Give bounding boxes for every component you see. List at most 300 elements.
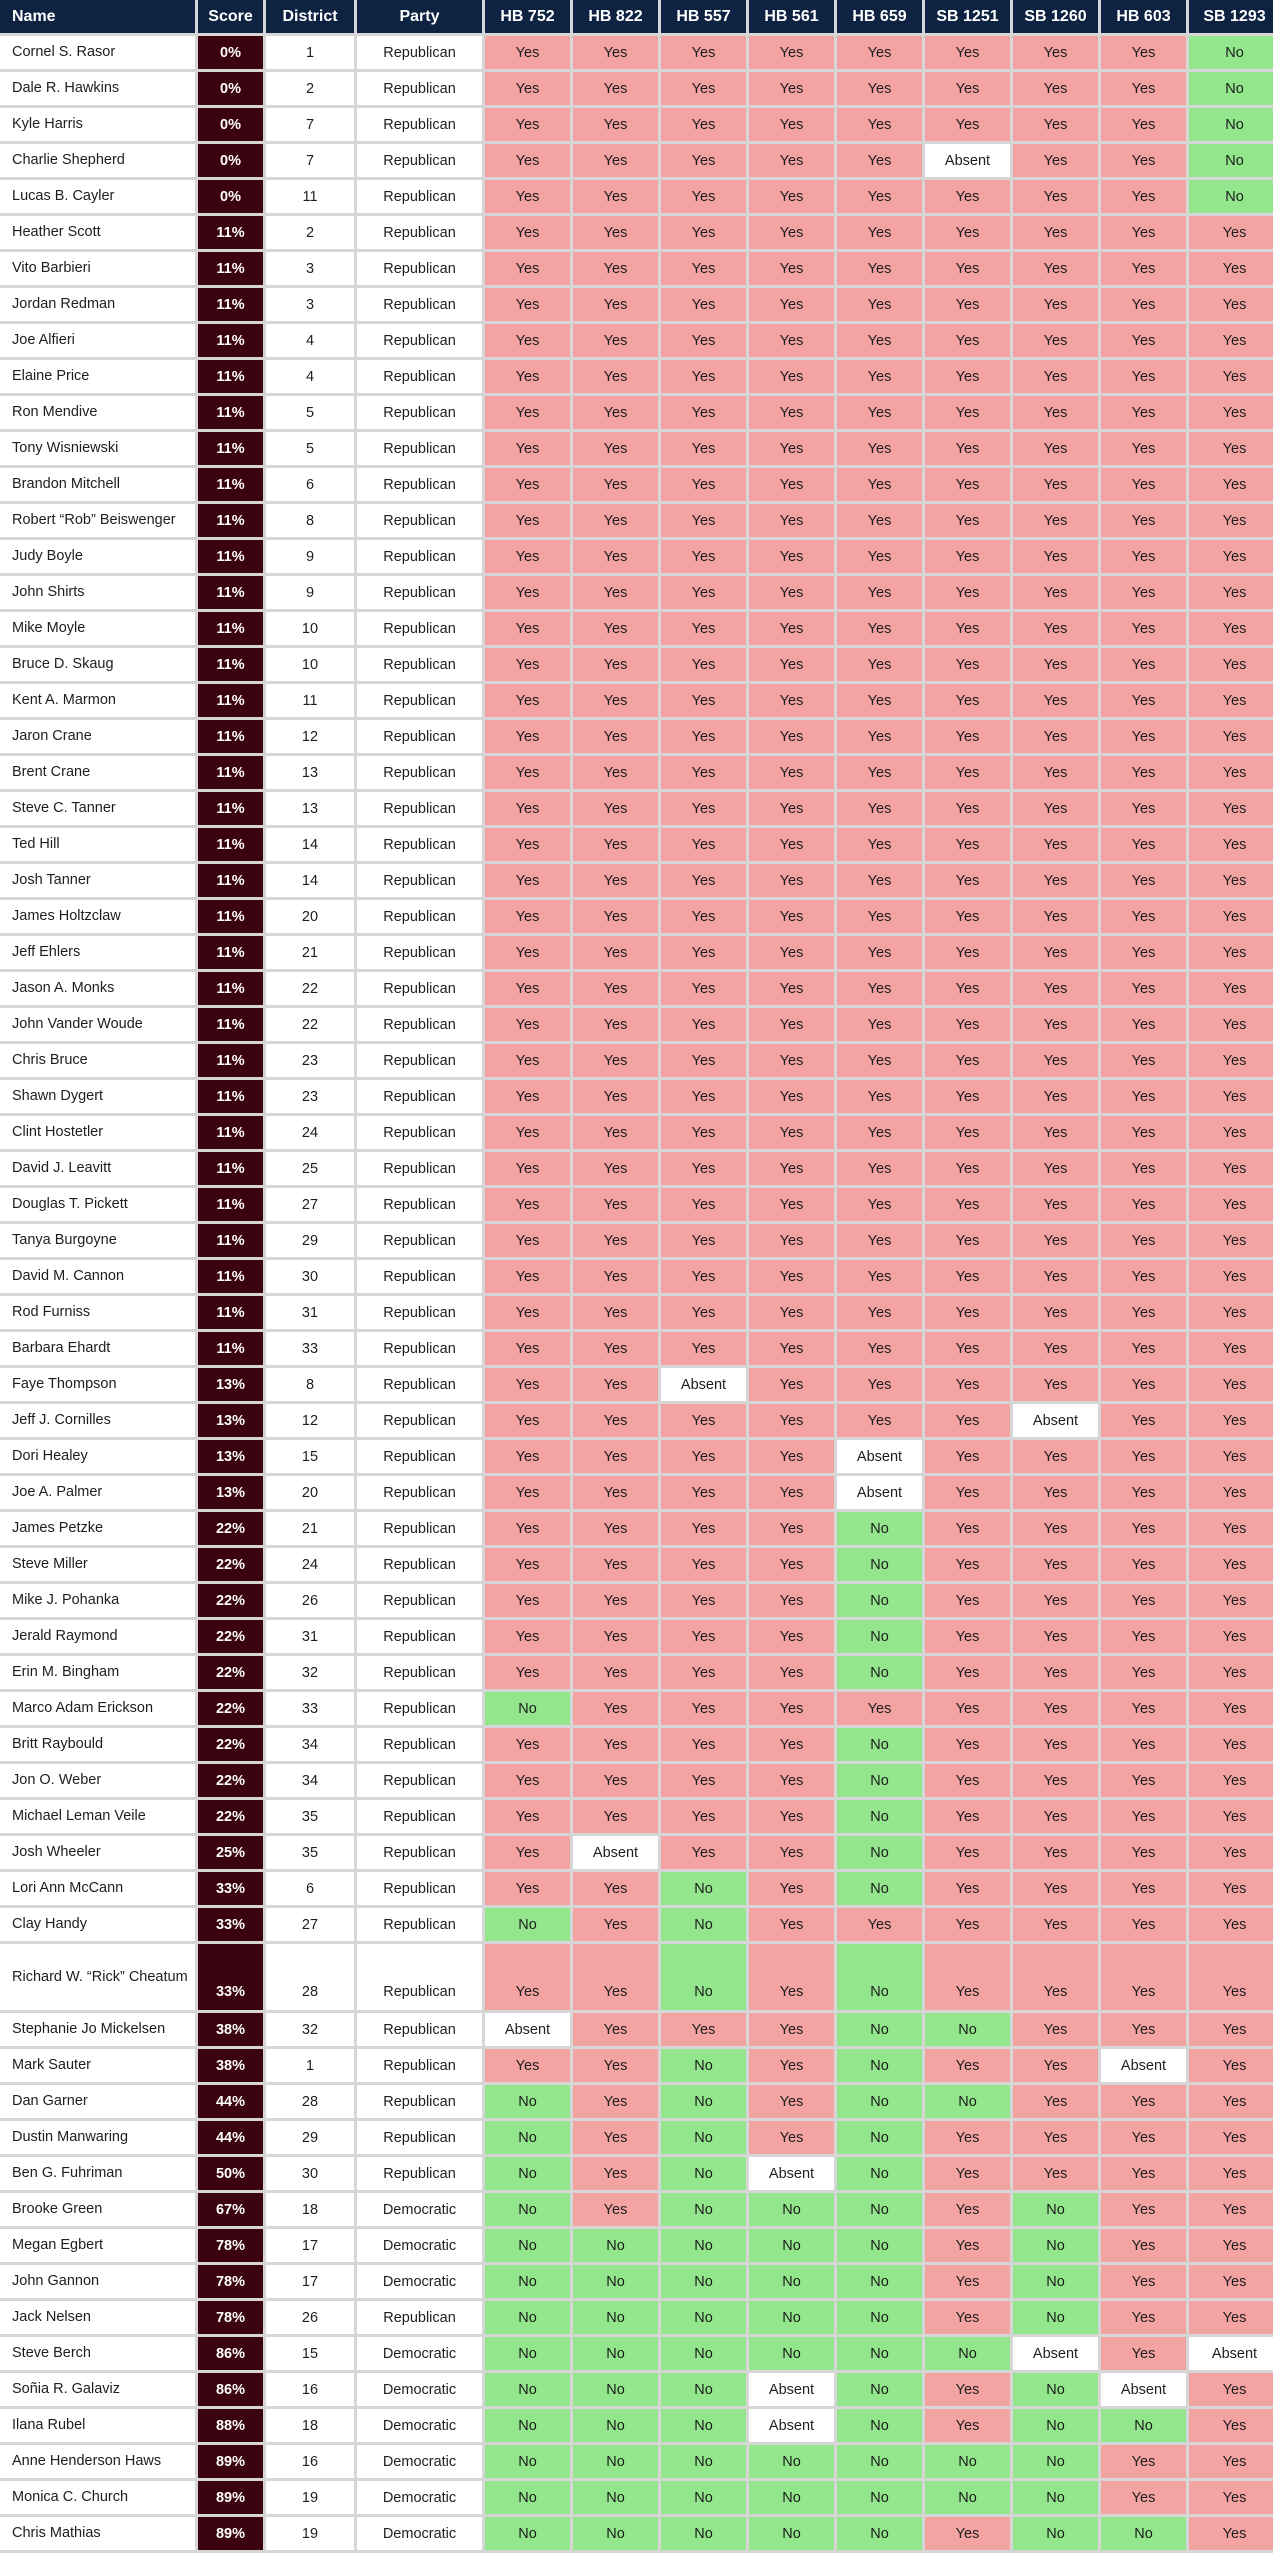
vote-cell: Yes <box>749 720 837 756</box>
vote-cell: Yes <box>1101 1188 1189 1224</box>
vote-cell: Yes <box>661 432 749 468</box>
vote-cell: Yes <box>1101 1368 1189 1404</box>
vote-cell: Yes <box>573 1656 661 1692</box>
vote-cell: Yes <box>749 936 837 972</box>
vote-cell: Yes <box>1101 864 1189 900</box>
vote-cell: Yes <box>1101 576 1189 612</box>
table-row <box>0 1188 1273 1224</box>
vote-cell: Yes <box>485 1476 573 1512</box>
vote-cell: Yes <box>749 72 837 108</box>
vote-cell: Yes <box>1013 900 1101 936</box>
vote-cell: Yes <box>749 1260 837 1296</box>
vote-cell: Yes <box>485 468 573 504</box>
vote-cell: Yes <box>1189 2193 1273 2229</box>
vote-cell: Yes <box>1101 2157 1189 2193</box>
vote-cell: Yes <box>925 2517 1013 2553</box>
vote-cell: Yes <box>573 108 661 144</box>
vote-cell: Yes <box>1189 1476 1273 1512</box>
legislator-name: Faye Thompson <box>0 1368 198 1404</box>
vote-cell: Yes <box>837 504 925 540</box>
vote-cell: Yes <box>485 648 573 684</box>
district-cell: 34 <box>266 1764 357 1800</box>
legislator-name: Josh Wheeler <box>0 1836 198 1872</box>
vote-cell: Yes <box>1101 2445 1189 2481</box>
vote-cell: Yes <box>1013 972 1101 1008</box>
party-cell: Democratic <box>357 2409 485 2445</box>
vote-cell: No <box>837 2373 925 2409</box>
table-row <box>0 1224 1273 1260</box>
party-cell: Republican <box>357 144 485 180</box>
vote-cell: Yes <box>749 144 837 180</box>
legislator-name: Marco Adam Erickson <box>0 1692 198 1728</box>
vote-cell: Yes <box>1101 1152 1189 1188</box>
party-cell: Republican <box>357 324 485 360</box>
vote-cell: Yes <box>1189 1836 1273 1872</box>
vote-cell: No <box>837 1620 925 1656</box>
legislator-name: Chris Mathias <box>0 2517 198 2553</box>
vote-cell: No <box>573 2229 661 2265</box>
vote-cell: Yes <box>661 1764 749 1800</box>
party-cell: Republican <box>357 1152 485 1188</box>
legislator-name: Kyle Harris <box>0 108 198 144</box>
district-cell: 3 <box>266 288 357 324</box>
vote-cell: No <box>837 2193 925 2229</box>
district-cell: 26 <box>266 1584 357 1620</box>
vote-cell: Yes <box>661 900 749 936</box>
score-cell: 25% <box>198 1836 266 1872</box>
vote-cell: Yes <box>485 864 573 900</box>
vote-cell: Absent <box>749 2157 837 2193</box>
table-row <box>0 2517 1273 2553</box>
vote-cell: Yes <box>925 1548 1013 1584</box>
vote-cell: Yes <box>1013 756 1101 792</box>
party-cell: Republican <box>357 1728 485 1764</box>
vote-cell: Yes <box>749 504 837 540</box>
vote-cell: Yes <box>925 1044 1013 1080</box>
district-cell: 24 <box>266 1548 357 1584</box>
legislator-name: Josh Tanner <box>0 864 198 900</box>
column-header-hb-659[interactable]: HB 659 <box>837 0 925 36</box>
vote-cell: Yes <box>925 900 1013 936</box>
vote-cell: Yes <box>1189 540 1273 576</box>
vote-cell: Yes <box>661 828 749 864</box>
vote-cell: Yes <box>485 1548 573 1584</box>
vote-cell: Yes <box>749 1728 837 1764</box>
score-cell: 11% <box>198 396 266 432</box>
vote-cell: Yes <box>1013 1188 1101 1224</box>
district-cell: 15 <box>266 1440 357 1476</box>
vote-cell: Yes <box>661 1008 749 1044</box>
score-cell: 11% <box>198 1332 266 1368</box>
vote-cell: Yes <box>1189 2265 1273 2301</box>
table-row <box>0 1584 1273 1620</box>
score-cell: 11% <box>198 540 266 576</box>
district-cell: 20 <box>266 900 357 936</box>
legislator-name: Tony Wisniewski <box>0 432 198 468</box>
vote-cell: Yes <box>485 144 573 180</box>
party-cell: Republican <box>357 360 485 396</box>
vote-cell: Yes <box>1013 2013 1101 2049</box>
vote-cell: No <box>1189 108 1273 144</box>
column-header-hb-822[interactable]: HB 822 <box>573 0 661 36</box>
vote-cell: Yes <box>573 864 661 900</box>
party-cell: Democratic <box>357 2265 485 2301</box>
vote-cell: Yes <box>749 1008 837 1044</box>
score-cell: 0% <box>198 144 266 180</box>
vote-cell: Yes <box>485 1620 573 1656</box>
table-row <box>0 540 1273 576</box>
table-row <box>0 324 1273 360</box>
vote-cell: Yes <box>749 1296 837 1332</box>
score-cell: 11% <box>198 1116 266 1152</box>
vote-cell: Yes <box>1101 612 1189 648</box>
vote-cell: Yes <box>485 1404 573 1440</box>
vote-cell: No <box>837 2265 925 2301</box>
vote-cell: No <box>661 2229 749 2265</box>
vote-cell: No <box>1013 2301 1101 2337</box>
vote-cell: Yes <box>1101 1116 1189 1152</box>
vote-cell: Yes <box>837 144 925 180</box>
vote-cell: No <box>1013 2373 1101 2409</box>
party-cell: Democratic <box>357 2229 485 2265</box>
party-cell: Republican <box>357 1368 485 1404</box>
vote-cell: No <box>837 2445 925 2481</box>
legislator-name: Kent A. Marmon <box>0 684 198 720</box>
table-row <box>0 1656 1273 1692</box>
column-header-party[interactable]: Party <box>357 0 485 36</box>
score-cell: 50% <box>198 2157 266 2193</box>
party-cell: Republican <box>357 1404 485 1440</box>
district-cell: 16 <box>266 2445 357 2481</box>
score-cell: 89% <box>198 2481 266 2517</box>
party-cell: Republican <box>357 216 485 252</box>
vote-cell: No <box>837 1800 925 1836</box>
vote-cell: Absent <box>749 2373 837 2409</box>
vote-cell: Yes <box>661 1116 749 1152</box>
vote-cell: No <box>573 2301 661 2337</box>
party-cell: Republican <box>357 1764 485 1800</box>
vote-cell: Yes <box>1013 396 1101 432</box>
vote-cell: Yes <box>1101 216 1189 252</box>
vote-cell: Yes <box>1189 1368 1273 1404</box>
vote-cell: Yes <box>1189 684 1273 720</box>
party-cell: Republican <box>357 1548 485 1584</box>
vote-cell: Yes <box>573 2121 661 2157</box>
vote-cell: Yes <box>1101 2013 1189 2049</box>
vote-cell: Yes <box>1013 2085 1101 2121</box>
district-cell: 19 <box>266 2517 357 2553</box>
vote-cell: No <box>573 2373 661 2409</box>
vote-cell: Yes <box>749 1224 837 1260</box>
vote-cell: Yes <box>749 2013 837 2049</box>
legislator-name: Clint Hostetler <box>0 1116 198 1152</box>
score-cell: 67% <box>198 2193 266 2229</box>
party-cell: Republican <box>357 72 485 108</box>
vote-cell: Yes <box>1189 1044 1273 1080</box>
vote-cell: Yes <box>925 2265 1013 2301</box>
vote-cell: Yes <box>837 36 925 72</box>
vote-cell: Yes <box>925 1692 1013 1728</box>
vote-cell: Yes <box>573 972 661 1008</box>
vote-cell: Yes <box>925 2373 1013 2409</box>
score-cell: 11% <box>198 900 266 936</box>
district-cell: 34 <box>266 1728 357 1764</box>
column-header-district[interactable]: District <box>266 0 357 36</box>
vote-cell: Yes <box>749 648 837 684</box>
table-row <box>0 1440 1273 1476</box>
table-row <box>0 360 1273 396</box>
vote-cell: Absent <box>573 1836 661 1872</box>
vote-cell: Yes <box>925 1152 1013 1188</box>
vote-cell: Yes <box>1101 360 1189 396</box>
vote-cell: No <box>485 2445 573 2481</box>
vote-cell: Yes <box>1101 1404 1189 1440</box>
district-cell: 5 <box>266 432 357 468</box>
column-header-name[interactable]: Name <box>0 0 198 36</box>
column-header-sb-1260[interactable]: SB 1260 <box>1013 0 1101 36</box>
score-cell: 11% <box>198 684 266 720</box>
vote-cell: Yes <box>1101 1800 1189 1836</box>
vote-cell: Yes <box>573 36 661 72</box>
score-cell: 11% <box>198 324 266 360</box>
district-cell: 3 <box>266 252 357 288</box>
vote-cell: Yes <box>1013 1620 1101 1656</box>
score-cell: 11% <box>198 432 266 468</box>
vote-cell: Yes <box>573 936 661 972</box>
party-cell: Democratic <box>357 2373 485 2409</box>
vote-cell: Yes <box>749 36 837 72</box>
vote-cell: Yes <box>485 1224 573 1260</box>
vote-cell: Yes <box>573 144 661 180</box>
vote-cell: Yes <box>485 252 573 288</box>
legislator-name: Bruce D. Skaug <box>0 648 198 684</box>
vote-cell: No <box>925 2445 1013 2481</box>
vote-cell: Yes <box>573 1224 661 1260</box>
vote-cell: Yes <box>925 72 1013 108</box>
vote-cell: Yes <box>573 1368 661 1404</box>
column-header-sb-1251[interactable]: SB 1251 <box>925 0 1013 36</box>
vote-cell: Yes <box>485 936 573 972</box>
score-cell: 86% <box>198 2337 266 2373</box>
vote-cell: Yes <box>837 180 925 216</box>
vote-cell: Yes <box>925 1224 1013 1260</box>
score-cell: 0% <box>198 72 266 108</box>
vote-cell: Yes <box>925 432 1013 468</box>
vote-cell: Yes <box>485 576 573 612</box>
vote-cell: Yes <box>925 864 1013 900</box>
vote-cell: Yes <box>925 1908 1013 1944</box>
vote-cell: Yes <box>925 396 1013 432</box>
score-cell: 13% <box>198 1440 266 1476</box>
vote-cell: Yes <box>749 2049 837 2085</box>
vote-cell: Yes <box>485 432 573 468</box>
vote-cell: Yes <box>1013 2121 1101 2157</box>
vote-cell: Yes <box>749 576 837 612</box>
district-cell: 13 <box>266 756 357 792</box>
vote-cell: No <box>1013 2445 1101 2481</box>
vote-cell: Yes <box>1189 1080 1273 1116</box>
column-header-hb-561[interactable]: HB 561 <box>749 0 837 36</box>
vote-cell: No <box>837 1512 925 1548</box>
vote-cell: No <box>661 1872 749 1908</box>
party-cell: Republican <box>357 684 485 720</box>
party-cell: Republican <box>357 2157 485 2193</box>
vote-cell: Yes <box>1013 1548 1101 1584</box>
vote-cell: Absent <box>925 144 1013 180</box>
vote-cell: No <box>1013 2409 1101 2445</box>
vote-cell: Yes <box>573 2193 661 2229</box>
vote-cell: Yes <box>925 2049 1013 2085</box>
vote-cell: Yes <box>837 648 925 684</box>
score-cell: 11% <box>198 612 266 648</box>
column-header-hb-557[interactable]: HB 557 <box>661 0 749 36</box>
district-cell: 2 <box>266 72 357 108</box>
score-cell: 22% <box>198 1764 266 1800</box>
legislator-name: Britt Raybould <box>0 1728 198 1764</box>
vote-cell: Absent <box>1101 2373 1189 2409</box>
vote-cell: Yes <box>1189 2157 1273 2193</box>
legislator-name: Ron Mendive <box>0 396 198 432</box>
vote-cell: Yes <box>837 612 925 648</box>
vote-cell: Yes <box>1189 1908 1273 1944</box>
vote-cell: Yes <box>1101 972 1189 1008</box>
vote-cell: Yes <box>925 1368 1013 1404</box>
vote-cell: Yes <box>925 2157 1013 2193</box>
vote-cell: Yes <box>661 1440 749 1476</box>
vote-cell: No <box>1189 144 1273 180</box>
vote-cell: No <box>661 2301 749 2337</box>
vote-cell: Yes <box>749 1872 837 1908</box>
vote-cell: Yes <box>925 576 1013 612</box>
vote-cell: Yes <box>837 576 925 612</box>
party-cell: Republican <box>357 900 485 936</box>
vote-cell: Yes <box>1101 792 1189 828</box>
legislator-name: James Holtzclaw <box>0 900 198 936</box>
district-cell: 9 <box>266 576 357 612</box>
table-row <box>0 648 1273 684</box>
party-cell: Republican <box>357 1008 485 1044</box>
party-cell: Republican <box>357 936 485 972</box>
table-row <box>0 936 1273 972</box>
vote-cell: No <box>661 2337 749 2373</box>
legislator-name: Judy Boyle <box>0 540 198 576</box>
vote-cell: Yes <box>661 1260 749 1296</box>
vote-cell: No <box>837 2157 925 2193</box>
column-header-score[interactable]: Score <box>198 0 266 36</box>
vote-cell: Yes <box>1189 2409 1273 2445</box>
vote-cell: Yes <box>837 1116 925 1152</box>
legislator-name: Michael Leman Veile <box>0 1800 198 1836</box>
vote-cell: Yes <box>1189 1872 1273 1908</box>
vote-cell: Yes <box>573 1584 661 1620</box>
vote-cell: Yes <box>925 828 1013 864</box>
legislator-name: Joe Alfieri <box>0 324 198 360</box>
legislator-name: Shawn Dygert <box>0 1080 198 1116</box>
table-row <box>0 864 1273 900</box>
vote-cell: Yes <box>925 1764 1013 1800</box>
score-cell: 88% <box>198 2409 266 2445</box>
party-cell: Republican <box>357 1656 485 1692</box>
table-row <box>0 720 1273 756</box>
vote-cell: Yes <box>661 1476 749 1512</box>
party-cell: Democratic <box>357 2517 485 2553</box>
table-row <box>0 2265 1273 2301</box>
party-cell: Republican <box>357 180 485 216</box>
district-cell: 18 <box>266 2409 357 2445</box>
table-row <box>0 2373 1273 2409</box>
party-cell: Democratic <box>357 2445 485 2481</box>
table-row <box>0 1368 1273 1404</box>
vote-cell: Yes <box>837 936 925 972</box>
vote-cell: Yes <box>1189 2373 1273 2409</box>
district-cell: 7 <box>266 108 357 144</box>
vote-cell: Yes <box>573 1296 661 1332</box>
vote-cell: Yes <box>749 900 837 936</box>
vote-cell: No <box>837 1836 925 1872</box>
district-cell: 24 <box>266 1116 357 1152</box>
vote-cell: No <box>485 2265 573 2301</box>
party-cell: Republican <box>357 540 485 576</box>
vote-cell: No <box>485 2301 573 2337</box>
vote-cell: Yes <box>1101 1512 1189 1548</box>
vote-cell: Yes <box>1101 1692 1189 1728</box>
vote-cell: Yes <box>573 2049 661 2085</box>
score-cell: 0% <box>198 108 266 144</box>
vote-cell: Yes <box>573 180 661 216</box>
district-cell: 35 <box>266 1836 357 1872</box>
legislator-name: James Petzke <box>0 1512 198 1548</box>
party-cell: Republican <box>357 2049 485 2085</box>
party-cell: Democratic <box>357 2337 485 2373</box>
party-cell: Republican <box>357 1440 485 1476</box>
district-cell: 33 <box>266 1692 357 1728</box>
column-header-hb-752[interactable]: HB 752 <box>485 0 573 36</box>
vote-cell: No <box>1189 180 1273 216</box>
table-row <box>0 108 1273 144</box>
table-row <box>0 72 1273 108</box>
vote-cell: Yes <box>925 1728 1013 1764</box>
vote-cell: Yes <box>1013 1584 1101 1620</box>
score-cell: 11% <box>198 288 266 324</box>
vote-cell: Yes <box>573 468 661 504</box>
vote-cell: Yes <box>749 288 837 324</box>
table-row <box>0 1908 1273 1944</box>
vote-cell: Yes <box>925 756 1013 792</box>
table-row <box>0 1332 1273 1368</box>
score-cell: 11% <box>198 864 266 900</box>
column-header-hb-603[interactable]: HB 603 <box>1101 0 1189 36</box>
vote-cell: Yes <box>1013 828 1101 864</box>
vote-cell: Yes <box>925 1476 1013 1512</box>
vote-cell: Yes <box>837 396 925 432</box>
legislator-name: Brooke Green <box>0 2193 198 2229</box>
vote-cell: Yes <box>661 1728 749 1764</box>
vote-cell: Yes <box>749 468 837 504</box>
vote-cell: Yes <box>573 1908 661 1944</box>
vote-cell: Yes <box>749 756 837 792</box>
vote-cell: Yes <box>1013 1008 1101 1044</box>
vote-cell: Yes <box>1101 2481 1189 2517</box>
score-cell: 11% <box>198 1008 266 1044</box>
vote-cell: Yes <box>485 396 573 432</box>
vote-cell: Yes <box>837 1044 925 1080</box>
column-header-sb-1293[interactable]: SB 1293 <box>1189 0 1273 36</box>
party-cell: Republican <box>357 1188 485 1224</box>
vote-cell: Yes <box>573 612 661 648</box>
vote-cell: No <box>1189 72 1273 108</box>
table-body <box>0 36 1273 2553</box>
score-cell: 22% <box>198 1620 266 1656</box>
